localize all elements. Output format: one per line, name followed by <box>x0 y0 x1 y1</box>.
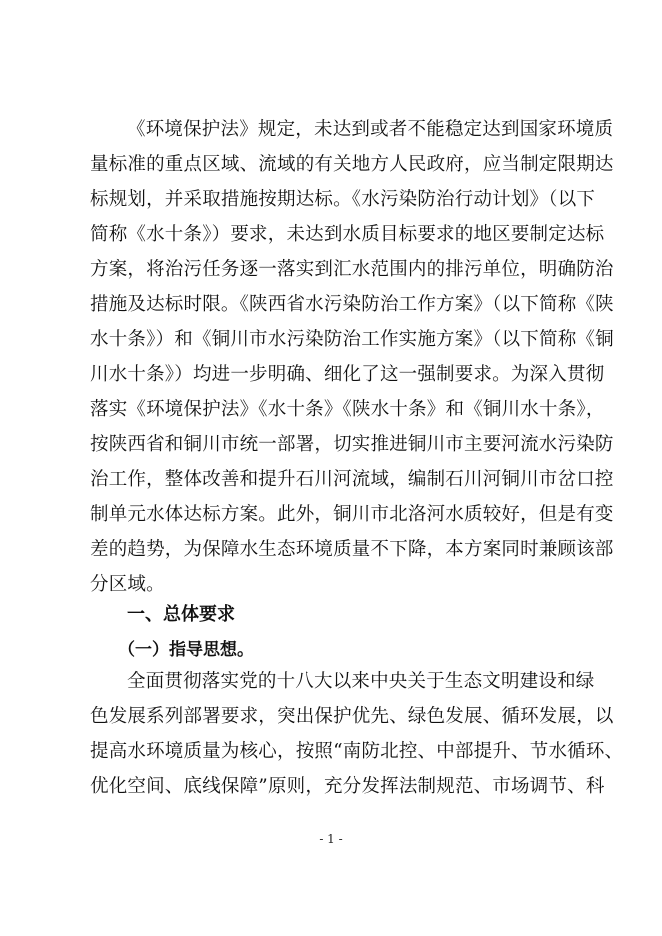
text-line: 水十条》）和《铜川市水污染防治工作实施方案》（以下简称《铜 <box>90 329 614 350</box>
text-line: 标规划，并采取措施按期达标。《水污染防治行动计划》（以下 <box>90 189 596 210</box>
section-heading: 一、总体要求 <box>127 604 235 625</box>
text-line: 分区域。 <box>90 574 165 595</box>
page-number: - 1 - <box>319 832 343 846</box>
text-line: 差的趋势，为保障水生态环境质量不下降，本方案同时兼顾该部 <box>90 539 614 560</box>
text-line: 落实《环境保护法》《水十条》《陕水十条》和《铜川水十条》， <box>90 399 605 420</box>
text-line: 治工作，整体改善和提升石川河流域，编制石川河铜川市岔口控 <box>90 469 614 490</box>
text-line: 方案，将治污任务逐一落实到汇水范围内的排污单位，明确防治 <box>90 259 614 280</box>
subsection-heading: （一）指导思想。 <box>118 640 254 660</box>
text-line: 简称《水十条》）要求，未达到水质目标要求的地区要制定达标 <box>90 224 605 245</box>
text-line: 《环境保护法》规定，未达到或者不能稳定达到国家环境质 <box>127 119 614 140</box>
text-line: 川水十条》）均进一步明确、细化了这一强制要求。为深入贯彻 <box>90 364 605 385</box>
text-line: 提高水环境质量为核心，按照“南防北控、中部提升、节水循环、 <box>90 741 624 762</box>
text-line: 优化空间、底线保障”原则，充分发挥法制规范、市场调节、科 <box>90 776 605 797</box>
text-line: 制单元水体达标方案。此外，铜川市北洛河水质较好，但是有变 <box>90 504 614 525</box>
text-line: 按陕西省和铜川市统一部署，切实推进铜川市主要河流水污染防 <box>90 434 614 455</box>
text-line: 措施及达标时限。《陕西省水污染防治工作方案》（以下简称《陕 <box>90 294 614 315</box>
text-line: 全面贯彻落实党的十八大以来中央关于生态文明建设和绿 <box>127 671 595 692</box>
text-line: 色发展系列部署要求，突出保护优先、绿色发展、循环发展，以 <box>90 706 614 727</box>
text-line: 量标准的重点区域、流域的有关地方人民政府，应当制定限期达 <box>90 154 614 175</box>
